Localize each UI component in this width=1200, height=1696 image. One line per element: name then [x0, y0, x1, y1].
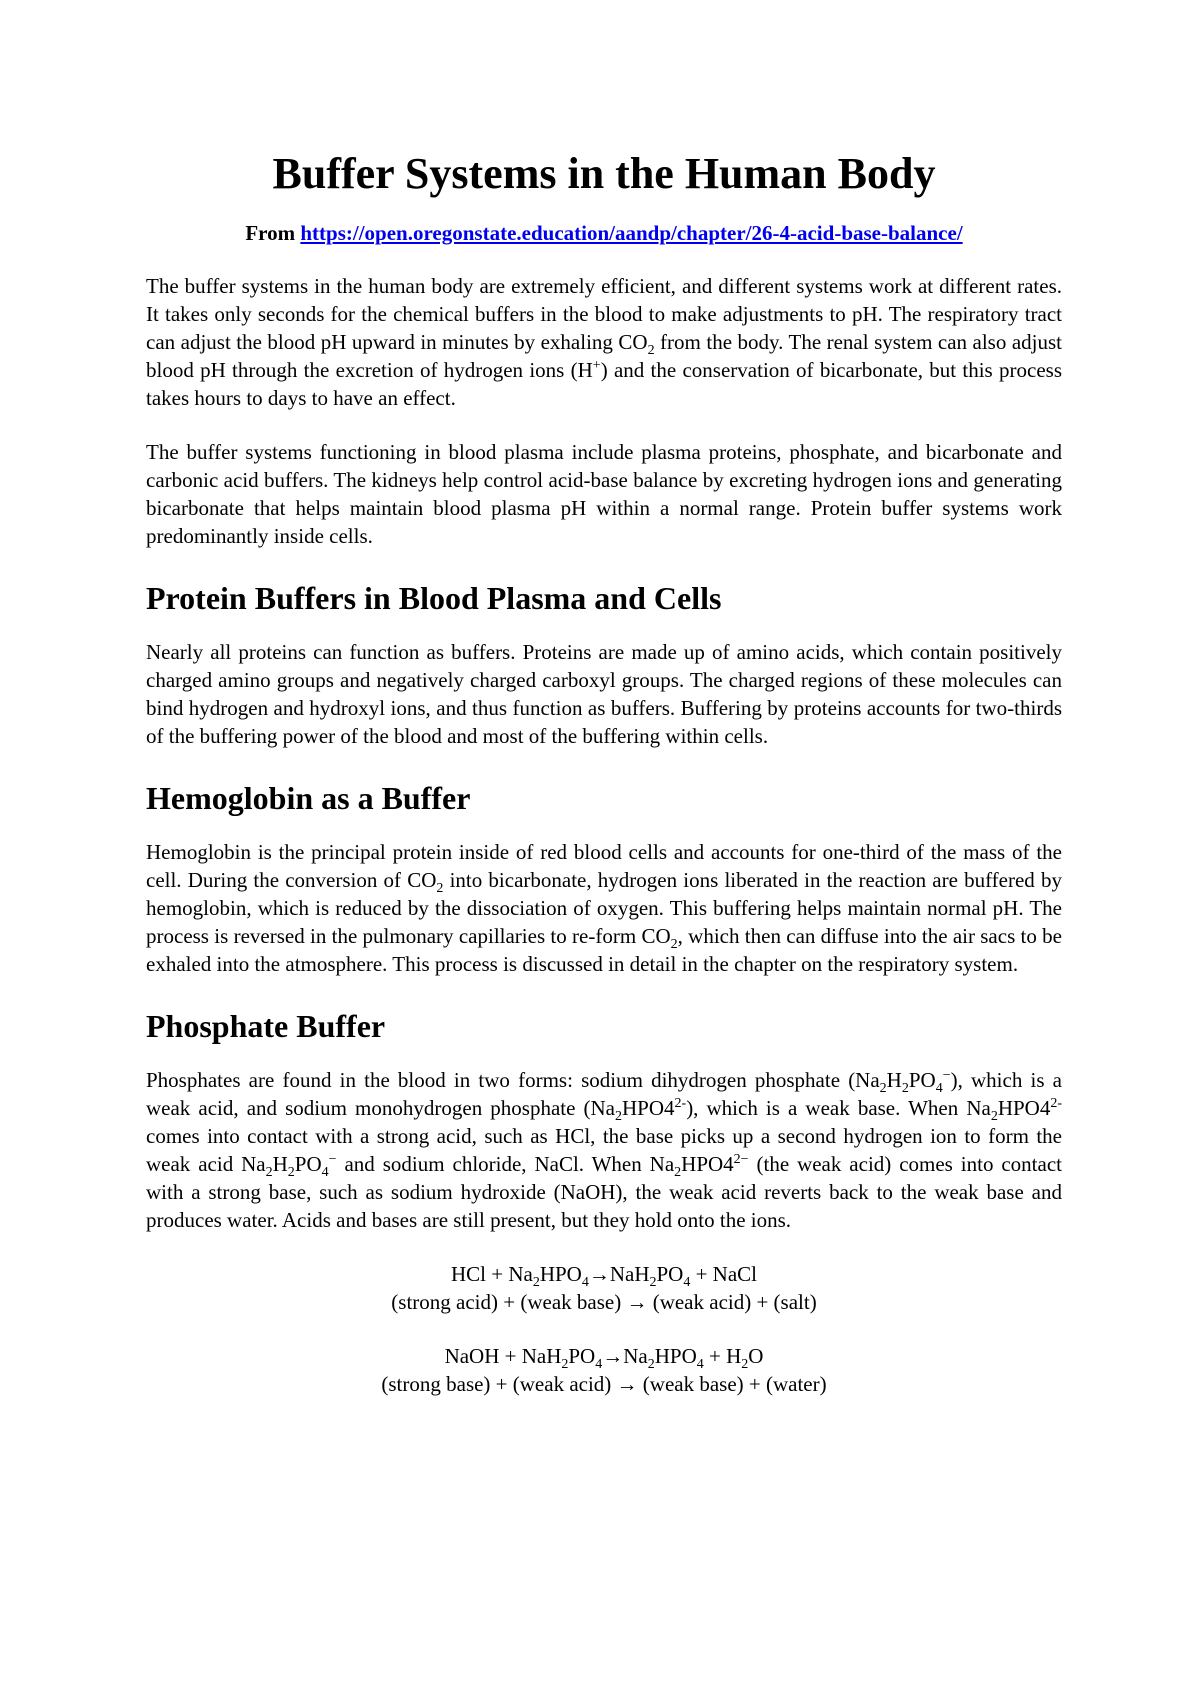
source-prefix: From: [245, 221, 301, 245]
protein-section-paragraph: Nearly all proteins can function as buffers. Proteins are made up of amino acids, which contain positively charged amino groups and negatively charged carboxyl groups. The charged regions of these molecules can bind hydrogen and hydroxyl ions, and thus function as buffers. Buffering by proteins accounts for two-thirds of the buffering power of the blood and most of the buffering within cells.: [146, 640, 1062, 748]
equation-1-formula: HCl + $Na_2HPO_4\to NaH_2PO_4$ + NaCl: [450, 1262, 758, 1291]
phosphate-section-heading: Phosphate Buffer: [146, 1008, 386, 1044]
equation-2-labels: (strong base) + (weak acid) → (weak base) + (water): [381, 1372, 827, 1396]
intro-paragraph-1: The buffer systems in the human body are extremely efficient, and different systems work at different rates. It takes only seconds for the chemical buffers in the blood to make adjustments to pH. The respiratory tract can adjust the blood pH upward in minutes by exhaling $CO_2$ from the body. The renal system can also adjust blood pH through the excretion of hydrogen ions (H+) and the conservation of bicarbonate, but this process takes hours to days to have an effect.: [146, 274, 1062, 410]
equation-1: [146, 1260, 1062, 1316]
equation-2-formula: NaOH + $NaH_2PO_4\to Na_2HPO_4 + H_2O$: [444, 1344, 764, 1373]
source-link[interactable]: https://open.oregonstate.education/aandp/chapter/26-4-acid-base-balance/: [300, 221, 963, 245]
equation-2: [146, 1342, 1062, 1398]
hemoglobin-section-heading: Hemoglobin as a Buffer: [146, 780, 471, 816]
equation-1-labels: (strong acid) + (weak base) → (weak acid) + (salt): [391, 1290, 817, 1314]
intro-paragraph-2: The buffer systems functioning in blood plasma include plasma proteins, phosphate, and bicarbonate and carbonic acid buffers. The kidneys help control acid-base balance by excreting hydrogen ions and generating bicarbonate that helps maintain blood plasma pH within a normal range. Protein buffer systems work predominantly inside cells.: [146, 440, 1062, 548]
source-line: [146, 220, 1062, 246]
protein-section-heading: Protein Buffers in Blood Plasma and Cells: [146, 580, 722, 616]
document-page: [146, 148, 1062, 1398]
page-title: Buffer Systems in the Human Body: [272, 149, 936, 198]
hemoglobin-section-paragraph: Hemoglobin is the principal protein inside of red blood cells and accounts for one-third of the mass of the cell. During the conversion of $CO_2$ into bicarbonate, hydrogen ions liberated in the reaction are buffered by hemoglobin, which is reduced by the dissociation of oxygen. This buffering helps maintain normal pH. The process is reversed in the pulmonary capillaries to re-form $CO_2$, which then can diffuse into the air sacs to be exhaled into the atmosphere. This process is discussed in detail in the chapter on the respiratory system.: [146, 840, 1062, 976]
phosphate-section-paragraph: Phosphates are found in the blood in two forms: sodium dihydrogen phosphate $(Na_2H_2PO_4^-)$, which is a weak acid, and sodium monohydrogen phosphate $(Na_2HPO4^{2-})$, which is a weak base. When $Na_2HPO4^{2-}$ comes into contact with a strong acid, such as HCl, the base picks up a second hydrogen ion to form the weak acid $Na_2H_2PO_4^-$ and sodium chloride, NaCl. When $Na_2HPO4^{2-}$ (the weak acid) comes into contact with a strong base, such as sodium hydroxide (NaOH), the weak acid reverts back to the weak base and produces water. Acids and bases are still present, but they hold onto the ions.: [146, 1068, 1062, 1232]
